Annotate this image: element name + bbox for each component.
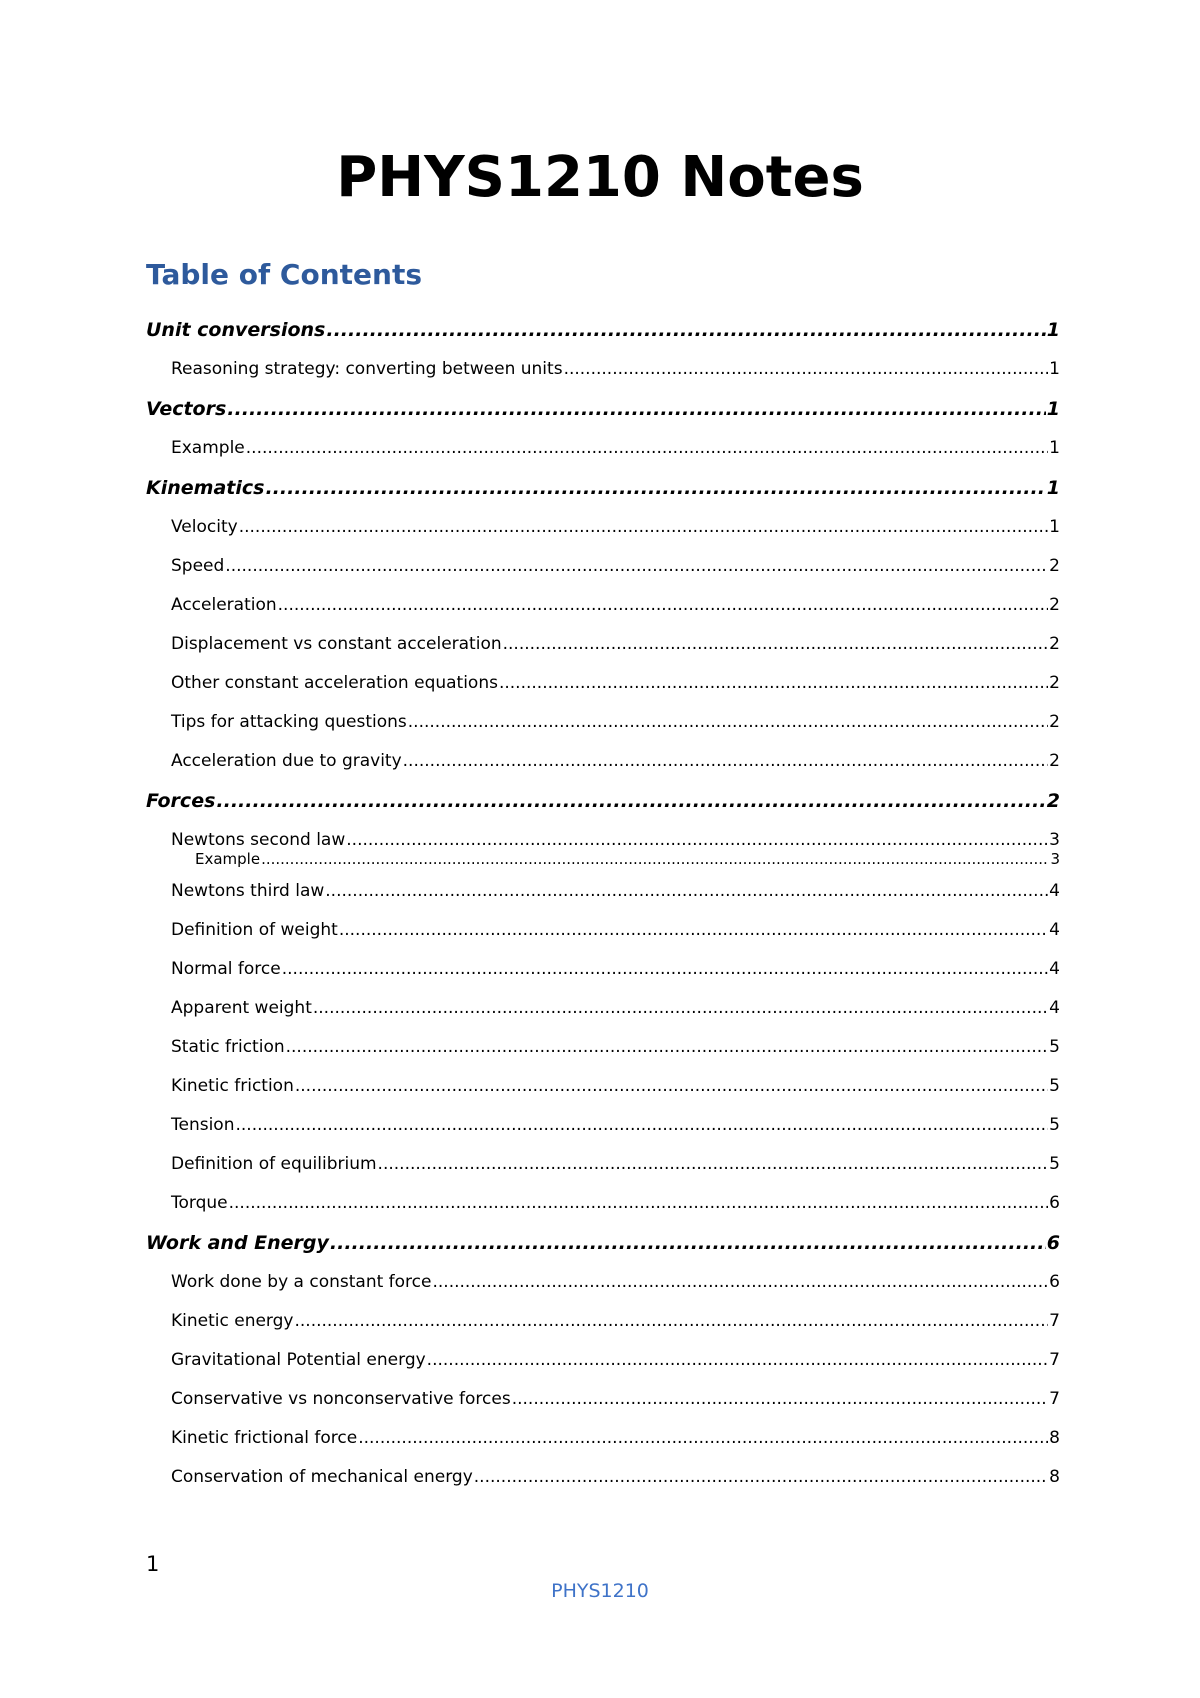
toc-entry-label[interactable]: Normal force: [171, 959, 281, 979]
toc-entry-page[interactable]: 1: [1046, 477, 1060, 499]
toc-entry-label[interactable]: Tips for attacking questions: [171, 712, 407, 732]
toc-entry-page[interactable]: 2: [1049, 751, 1060, 771]
table-of-contents: [146, 310, 1060, 1497]
toc-entry-page[interactable]: 7: [1049, 1389, 1060, 1409]
toc-entry-label[interactable]: Tension: [171, 1115, 235, 1135]
toc-entry-page[interactable]: 3: [1050, 850, 1060, 868]
toc-entry[interactable]: [146, 664, 1060, 703]
toc-entry[interactable]: [146, 1145, 1060, 1184]
toc-entry-label[interactable]: Kinetic friction: [171, 1076, 294, 1096]
toc-entry[interactable]: [146, 911, 1060, 950]
toc-entry[interactable]: [146, 1458, 1060, 1497]
toc-entry-page[interactable]: 1: [1046, 319, 1060, 341]
toc-entry-page[interactable]: 4: [1049, 920, 1060, 940]
toc-dot-leader: [330, 1223, 1046, 1263]
toc-entry-page[interactable]: 5: [1049, 1154, 1060, 1174]
toc-entry-label[interactable]: Gravitational Potential energy: [171, 1350, 426, 1370]
toc-entry[interactable]: [146, 872, 1060, 911]
toc-entry-label[interactable]: Acceleration: [171, 595, 277, 615]
toc-heading: Table of Contents: [146, 258, 423, 291]
document-title: PHYS1210 Notes: [336, 145, 864, 210]
toc-entry[interactable]: [146, 1223, 1060, 1263]
toc-entry[interactable]: [146, 742, 1060, 781]
toc-dot-leader: [229, 1184, 1049, 1223]
toc-dot-leader: [325, 872, 1048, 911]
toc-entry-label[interactable]: Kinetic energy: [171, 1311, 294, 1331]
toc-entry-page[interactable]: 2: [1049, 595, 1060, 615]
toc-entry-label[interactable]: Work and Energy: [146, 1232, 329, 1254]
toc-entry-page[interactable]: 4: [1049, 998, 1060, 1018]
toc-dot-leader: [265, 468, 1045, 508]
toc-entry-page[interactable]: 1: [1049, 359, 1060, 379]
toc-entry[interactable]: [146, 1106, 1060, 1145]
toc-dot-leader: [261, 850, 1049, 868]
toc-dot-leader: [313, 989, 1048, 1028]
toc-entry-label[interactable]: Definition of weight: [171, 920, 338, 940]
toc-dot-leader: [278, 586, 1049, 625]
toc-entry[interactable]: [146, 625, 1060, 664]
toc-entry[interactable]: [146, 1028, 1060, 1067]
toc-entry-label[interactable]: Definition of equilibrium: [171, 1154, 377, 1174]
toc-entry-page[interactable]: 2: [1049, 634, 1060, 654]
toc-dot-leader: [246, 429, 1048, 468]
toc-dot-leader: [339, 911, 1048, 950]
page-footer: PHYS1210: [551, 1580, 649, 1602]
toc-entry-label[interactable]: Displacement vs constant acceleration: [171, 634, 502, 654]
toc-entry-label[interactable]: Static friction: [171, 1037, 285, 1057]
toc-entry-label[interactable]: Kinetic frictional force: [171, 1428, 358, 1448]
toc-dot-leader: [378, 1145, 1049, 1184]
toc-entry[interactable]: [146, 1263, 1060, 1302]
toc-entry-page[interactable]: 5: [1049, 1115, 1060, 1135]
toc-entry-label[interactable]: Speed: [171, 556, 225, 576]
toc-entry-label[interactable]: Other constant acceleration equations: [171, 673, 498, 693]
toc-entry-label[interactable]: Reasoning strategy: converting between units: [171, 359, 563, 379]
toc-entry-label[interactable]: Example: [171, 438, 245, 458]
toc-entry-page[interactable]: 5: [1049, 1037, 1060, 1057]
toc-entry-page[interactable]: 5: [1049, 1076, 1060, 1096]
toc-entry-page[interactable]: 4: [1049, 959, 1060, 979]
toc-entry-page[interactable]: 8: [1049, 1467, 1060, 1487]
toc-entry[interactable]: [146, 1341, 1060, 1380]
toc-entry[interactable]: [146, 429, 1060, 468]
toc-entry-page[interactable]: 1: [1049, 517, 1060, 537]
toc-entry[interactable]: [146, 389, 1060, 429]
toc-entry[interactable]: [146, 350, 1060, 389]
toc-dot-leader: [499, 664, 1048, 703]
toc-entry-page[interactable]: 8: [1049, 1428, 1060, 1448]
toc-dot-leader: [432, 1263, 1048, 1302]
toc-entry-label[interactable]: Conservation of mechanical energy: [171, 1467, 473, 1487]
toc-entry-label[interactable]: Torque: [171, 1193, 228, 1213]
toc-entry[interactable]: [146, 468, 1060, 508]
toc-dot-leader: [239, 508, 1048, 547]
toc-entry-label[interactable]: Vectors: [146, 398, 227, 420]
toc-dot-leader: [564, 350, 1049, 389]
toc-entry[interactable]: [146, 1380, 1060, 1419]
toc-entry[interactable]: [146, 1067, 1060, 1106]
toc-dot-leader: [326, 310, 1045, 350]
toc-entry[interactable]: [146, 586, 1060, 625]
toc-dot-leader: [227, 389, 1045, 429]
toc-dot-leader: [286, 1028, 1049, 1067]
toc-entry[interactable]: [146, 781, 1060, 821]
toc-entry-label[interactable]: Forces: [146, 790, 216, 812]
toc-entry[interactable]: [146, 547, 1060, 586]
toc-dot-leader: [512, 1380, 1048, 1419]
toc-entry[interactable]: [146, 1184, 1060, 1223]
toc-entry-label[interactable]: Kinematics: [146, 477, 265, 499]
toc-entry[interactable]: [146, 850, 1060, 872]
toc-entry[interactable]: [146, 989, 1060, 1028]
toc-entry-page[interactable]: 2: [1049, 556, 1060, 576]
toc-entry-label[interactable]: Velocity: [171, 517, 238, 537]
toc-entry-page[interactable]: 6: [1046, 1232, 1060, 1254]
toc-entry-label[interactable]: Newtons second law: [171, 830, 346, 850]
toc-entry[interactable]: [146, 1302, 1060, 1341]
toc-entry[interactable]: [146, 508, 1060, 547]
toc-entry-page[interactable]: 2: [1049, 673, 1060, 693]
toc-entry-label[interactable]: Newtons third law: [171, 881, 325, 901]
toc-entry-label[interactable]: Work done by a constant force: [171, 1272, 432, 1292]
toc-entry-page[interactable]: 1: [1049, 438, 1060, 458]
toc-entry-page[interactable]: 3: [1049, 830, 1060, 850]
toc-dot-leader: [427, 1341, 1049, 1380]
toc-entry-page[interactable]: 2: [1046, 790, 1060, 812]
toc-entry[interactable]: [146, 950, 1060, 989]
toc-entry-page[interactable]: 2: [1049, 712, 1060, 732]
toc-entry-label[interactable]: Conservative vs nonconservative forces: [171, 1389, 511, 1409]
toc-entry-label[interactable]: Unit conversions: [146, 319, 326, 341]
toc-dot-leader: [408, 703, 1048, 742]
toc-dot-leader: [216, 781, 1045, 821]
toc-dot-leader: [282, 950, 1048, 989]
toc-dot-leader: [358, 1419, 1048, 1458]
toc-entry-page[interactable]: 6: [1049, 1272, 1060, 1292]
toc-entry-label[interactable]: Apparent weight: [171, 998, 312, 1018]
toc-entry-page[interactable]: 1: [1046, 398, 1060, 420]
toc-entry-page[interactable]: 6: [1049, 1193, 1060, 1213]
toc-dot-leader: [295, 1067, 1048, 1106]
toc-entry[interactable]: [146, 703, 1060, 742]
page-number: 1: [146, 1552, 160, 1576]
toc-dot-leader: [235, 1106, 1048, 1145]
toc-dot-leader: [294, 1302, 1048, 1341]
toc-entry[interactable]: [146, 1419, 1060, 1458]
toc-entry-page[interactable]: 7: [1049, 1311, 1060, 1331]
toc-entry-label[interactable]: Acceleration due to gravity: [171, 751, 402, 771]
toc-entry-page[interactable]: 7: [1049, 1350, 1060, 1370]
toc-dot-leader: [474, 1458, 1048, 1497]
toc-entry-label[interactable]: Example: [195, 850, 261, 868]
toc-entry-page[interactable]: 4: [1049, 881, 1060, 901]
toc-entry[interactable]: [146, 310, 1060, 350]
toc-dot-leader: [225, 547, 1048, 586]
toc-dot-leader: [403, 742, 1049, 781]
toc-dot-leader: [503, 625, 1049, 664]
